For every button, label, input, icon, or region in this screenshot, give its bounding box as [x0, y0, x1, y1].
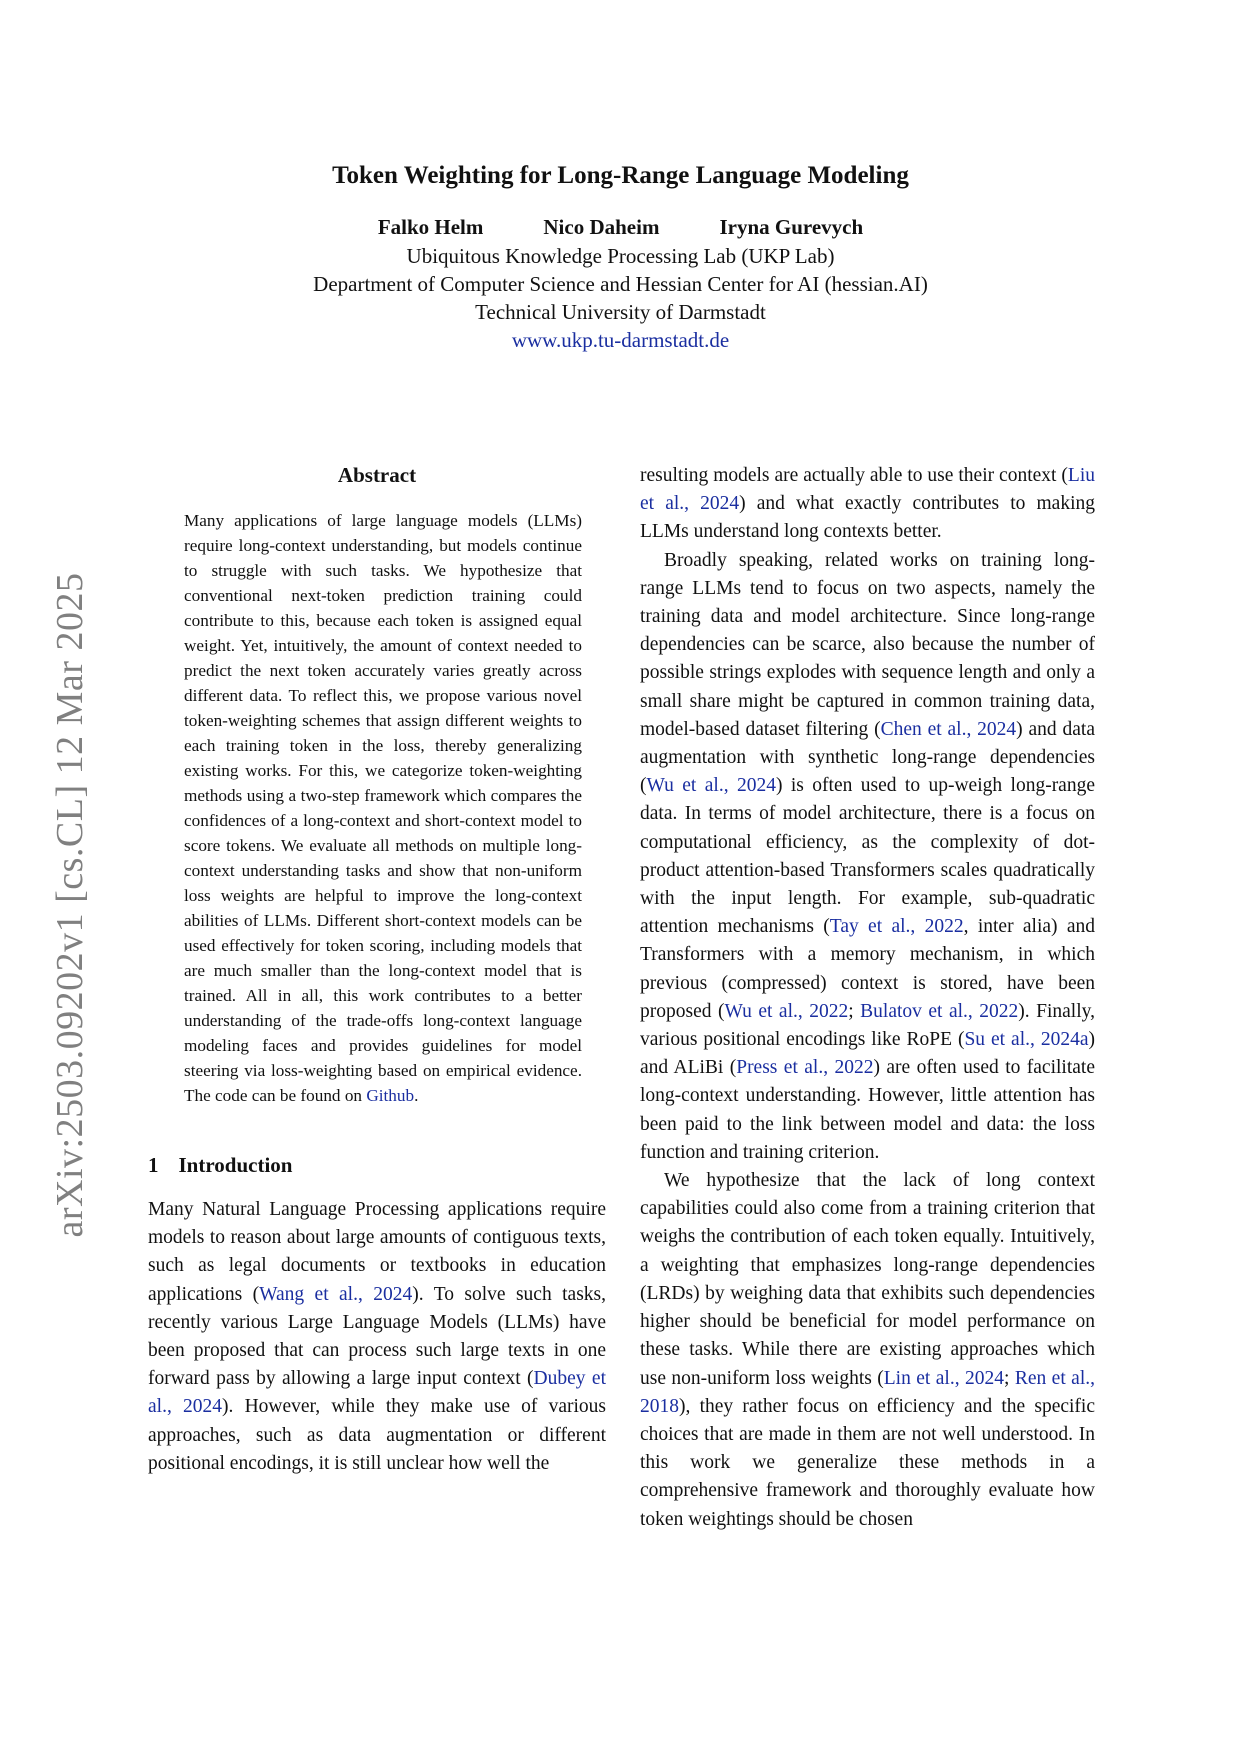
section-title: Introduction	[178, 1153, 293, 1177]
paragraph	[640, 547, 1095, 1167]
citation-link[interactable]: Lin et al., 2024	[883, 1367, 1004, 1389]
arxiv-identifier: arXiv:2503.09202v1 [cs.CL] 12 Mar 2025	[49, 572, 91, 1238]
citation-link[interactable]: Tay et al., 2022	[829, 916, 964, 938]
paragraph	[148, 1196, 606, 1478]
text-run: ;	[1004, 1367, 1015, 1389]
text-run: We hypothesize that the lack of long context capabilities could also come from a training criterion that weighs the contribution of each token equally. Intuitively, a weighting that emphasizes long-range dependencies (LRDs) by weighing data that exhibits such dependencies higher should be beneficial for model performance on these tasks. While there are existing approaches which use non-uniform loss weights (	[640, 1170, 1095, 1389]
paragraph	[640, 462, 1095, 547]
paragraph	[640, 1167, 1095, 1534]
affiliation-line: Ubiquitous Knowledge Processing Lab (UKP Lab)	[406, 244, 835, 268]
left-column	[148, 460, 606, 1478]
paper-title: Token Weighting for Long-Range Language Modeling	[332, 162, 909, 189]
citation-link[interactable]: Wu et al., 2024	[646, 775, 776, 797]
github-link[interactable]: Github	[366, 1086, 415, 1105]
abstract-heading: Abstract	[337, 463, 417, 487]
author-name: Nico Daheim	[543, 215, 660, 239]
citation-link[interactable]: Bulatov et al., 2022	[860, 1000, 1019, 1022]
text-run: ) and what exactly contributes to making LLMs understand long contexts better.	[640, 493, 1095, 543]
citation-link[interactable]: Su et al., 2024a	[964, 1029, 1089, 1051]
citation-link[interactable]: Wang et al., 2024	[259, 1283, 413, 1305]
citation-link[interactable]: Press et al., 2022	[736, 1057, 874, 1079]
author-name: Iryna Gurevych	[719, 215, 864, 239]
abstract-body-text: Many applications of large language models (LLMs) require long-context understanding, but models continue to struggle with such tasks. We hypothesize that conventional next-token prediction training could contribute to this, because each token is assigned equal weight. Yet, intuitively, the amount of context needed to predict the next token accurately varies greatly across different data. To reflect this, we propose various novel token-weighting schemes that assign different weights to each training token in the loss, thereby generalizing existing works. For this, we categorize token-weighting methods using a two-step framework which compares the confidences of a long-context and short-context model to score tokens. We evaluate all methods on multiple long-context understanding tasks and show that non-uniform loss weights are helpful to improve the long-context abilities of LLMs. Different short-context models can be used effectively for token scoring, including models that are much smaller than the long-context model that is trained. All in all, this work contributes to a better understanding of the trade-offs long-context language modeling faces and provides guidelines for model steering via loss-weighting based on empirical evidence. The code can be found on	[184, 511, 582, 1105]
text-run: ) are often used to facilitate long-context understanding. However, little attention has been paid to the link between model and data: the loss function and training criterion.	[640, 1057, 1095, 1163]
section-number: 1	[148, 1153, 159, 1177]
right-column	[640, 462, 1095, 1534]
text-run: ) is often used to up-weigh long-range data. In terms of model architecture, there is a focus on computational efficiency, as the complexity of dot-product attention-based Transformers scales quadratically with the input length. For example, sub-quadratic attention mechanisms (	[640, 775, 1095, 938]
text-run: ) and data augmentation with synthetic long-range dependencies (	[640, 718, 1095, 797]
text-run: , inter alia) and Transformers with a memory mechanism, in which previous (compressed) context is stored, have been proposed (	[640, 916, 1096, 1022]
text-run: resulting models are actually able to use their context (	[640, 465, 1068, 486]
citation-link[interactable]: Chen et al., 2024	[880, 718, 1017, 740]
abstract-text	[184, 508, 582, 1108]
arxiv-sidebar	[0, 0, 110, 1754]
paper-header	[148, 160, 1093, 354]
abstract-period: .	[414, 1086, 419, 1105]
text-run: ). Finally, various positional encodings like RoPE (	[640, 1000, 1096, 1051]
citation-link[interactable]: Dubey et al., 2024	[148, 1368, 606, 1418]
author-name: Falko Helm	[377, 215, 484, 239]
citation-link[interactable]: Liu et al., 2024	[640, 465, 1095, 515]
text-run: Broadly speaking, related works on training long-range LLMs tend to focus on two aspects, namely the training data and model architecture. Since long-range dependencies can be scarce, also because the number of possible strings explodes with sequence length and only a small share might be captured in common training data, model-based dataset filtering (	[640, 549, 1095, 740]
affiliation-line: Technical University of Darmstadt	[475, 300, 766, 324]
text-run: ) and ALiBi (	[640, 1029, 1095, 1079]
text-run: ). To solve such tasks, recently various Large Language Models (LLMs) have been proposed that can process such large texts in one forward pass by allowing a large input context (	[148, 1283, 606, 1390]
citation-link[interactable]: Ren et al., 2018	[640, 1367, 1095, 1417]
author-list	[148, 212, 1093, 242]
text-run: Many Natural Language Processing applications require models to reason about large amounts of contiguous texts, such as legal documents or textbooks in education applications (	[148, 1199, 606, 1305]
section-heading-introduction	[148, 1150, 606, 1180]
citation-link[interactable]: Wu et al., 2022	[724, 1000, 849, 1022]
website-link[interactable]: www.ukp.tu-darmstadt.de	[511, 328, 730, 352]
affiliation-line: Department of Computer Science and Hessian Center for AI (hessian.AI)	[313, 272, 928, 296]
text-run: ). However, while they make use of various approaches, such as data augmentation or different positional encodings, it is still unclear how well the	[148, 1396, 606, 1474]
text-run: ;	[848, 1000, 861, 1022]
text-run: ), they rather focus on efficiency and the specific choices that are made in them are not well understood. In this work we generalize these methods in a comprehensive framework and thoroughly evaluate how token weightings should be chosen	[640, 1395, 1095, 1530]
